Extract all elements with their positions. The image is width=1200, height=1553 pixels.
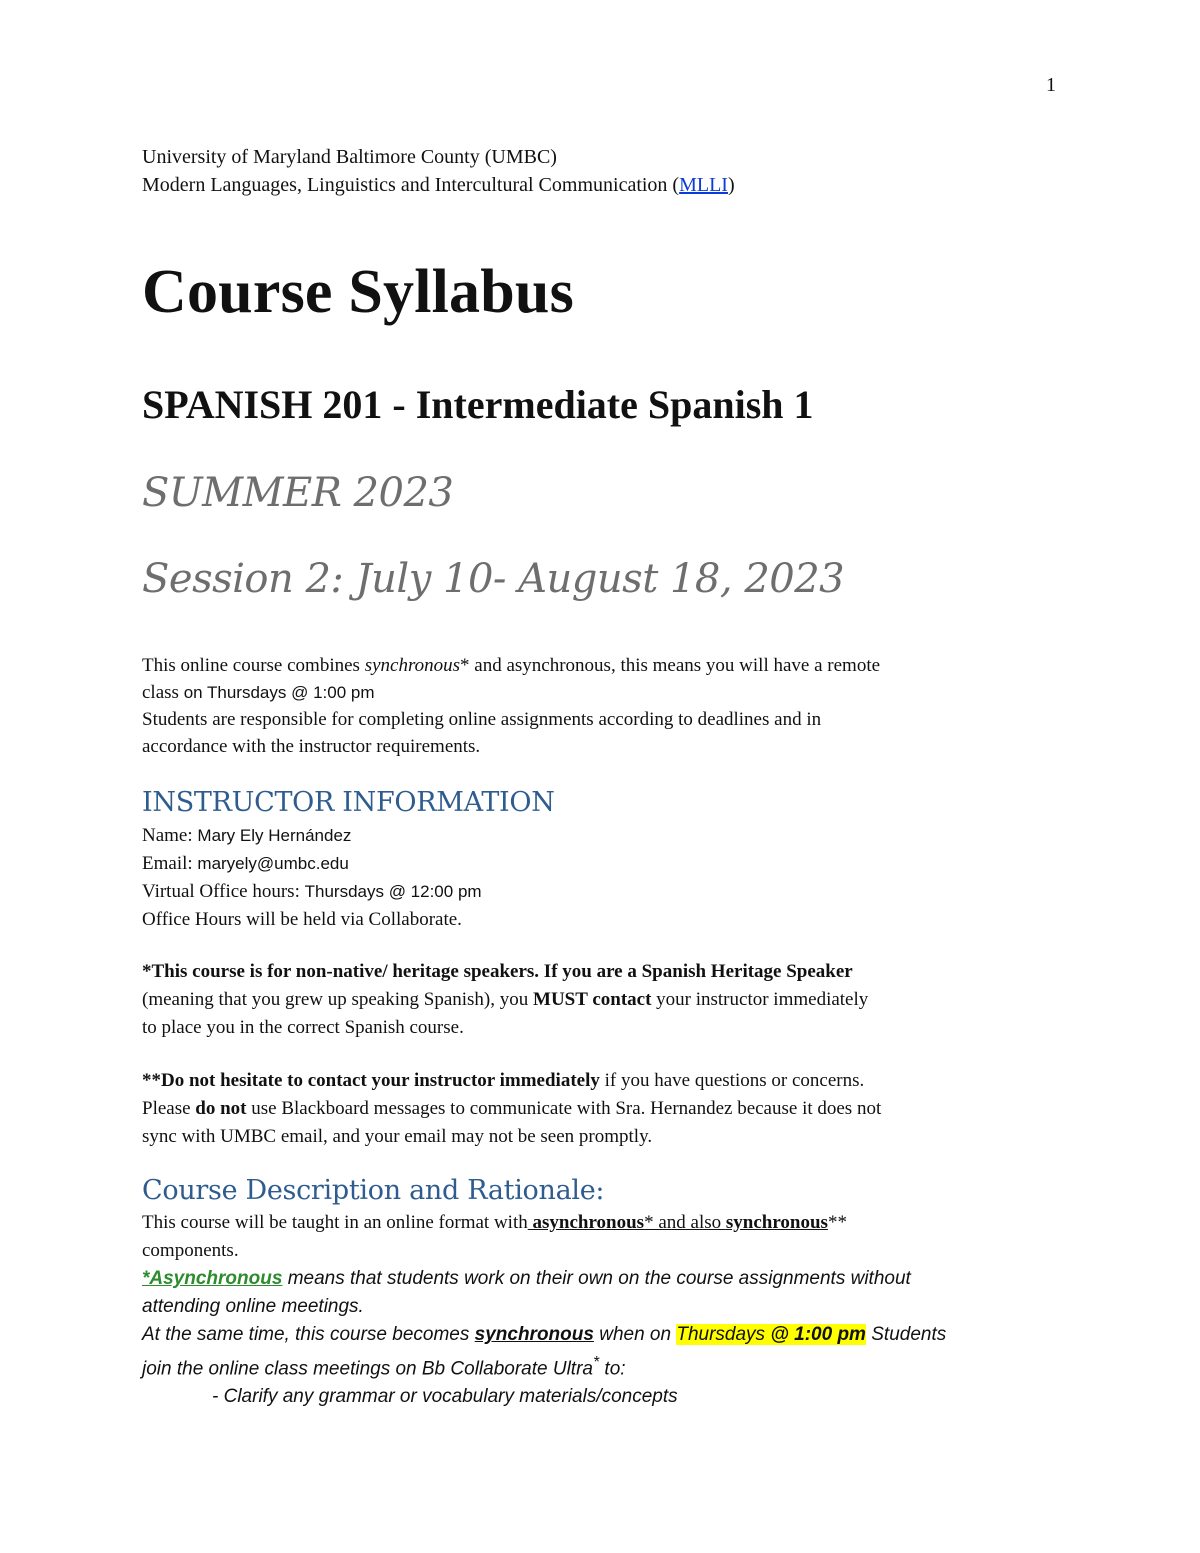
description-text: * and also xyxy=(644,1212,726,1233)
heritage-note-bold: *This course is for non-native/ heritage speakers. If you are a Spanish Heritage Speaker xyxy=(142,961,853,982)
heritage-note xyxy=(142,958,1072,1042)
description-line-6 xyxy=(142,1349,1072,1383)
description-bullet: - Clarify any grammar or vocabulary materials/concepts xyxy=(212,1386,678,1408)
name-value: Mary Ely Hernández xyxy=(197,826,352,845)
page-number: 1 xyxy=(1046,74,1056,96)
page-title: Course Syllabus xyxy=(142,258,574,326)
description-line-2: components. xyxy=(142,1240,239,1261)
email-label: Email: xyxy=(142,853,198,874)
hours-label: Virtual Office hours: xyxy=(142,881,305,902)
intro-paragraph xyxy=(142,652,1072,760)
heritage-note-line-2 xyxy=(142,986,1072,1014)
instructor-name xyxy=(142,822,1072,850)
intro-line-1 xyxy=(142,652,1072,679)
intro-line-2 xyxy=(142,679,1072,706)
contact-note-line-2 xyxy=(142,1095,1072,1123)
description-text: to: xyxy=(599,1358,626,1380)
department-line xyxy=(142,171,1072,199)
intro-text: * and asynchronous, this means you will have a remote xyxy=(460,655,881,676)
synchronous-term: synchronous xyxy=(725,1212,828,1233)
instructor-heading: INSTRUCTOR INFORMATION xyxy=(142,787,555,818)
intro-synchronous: synchronous xyxy=(364,655,461,676)
description-text: when on xyxy=(593,1324,677,1345)
course-title: SPANISH 201 - Intermediate Spanish 1 xyxy=(142,382,814,427)
heritage-note-text: (meaning that you grew up speaking Spanish), you xyxy=(142,989,534,1010)
intro-text: class xyxy=(142,682,184,703)
department-name: Modern Languages, Linguistics and Intercultural Communication ( xyxy=(142,174,680,196)
university-name: University of Maryland Baltimore County (UMBC) xyxy=(142,146,557,168)
contact-note xyxy=(142,1067,1072,1151)
contact-note-text: Please xyxy=(142,1098,196,1119)
contact-note-text: use Blackboard messages to communicate with Sra. Hernandez because it does not xyxy=(246,1098,882,1119)
contact-note-text: if you have questions or concerns. xyxy=(599,1070,865,1091)
description-text: ** xyxy=(827,1212,847,1233)
do-not: do not xyxy=(195,1098,247,1119)
highlighted-time: @ 1:00 pm xyxy=(770,1324,866,1345)
contact-note-bold: **Do not hesitate to contact your instructor immediately xyxy=(142,1070,600,1091)
intro-line-4: accordance with the instructor requirements. xyxy=(142,736,481,757)
mlli-link[interactable]: MLLI xyxy=(679,174,728,196)
description-text: means that students work on their own on the course assignments without xyxy=(282,1268,911,1289)
asynchronous-term: asynchronous xyxy=(527,1212,645,1233)
instructor-email xyxy=(142,850,1072,878)
session-dates: Session 2: July 10- August 18, 2023 xyxy=(142,556,845,602)
name-label: Name: xyxy=(142,825,198,846)
heritage-note-line-3: to place you in the correct Spanish course. xyxy=(142,1017,464,1038)
institution-header xyxy=(142,143,1072,199)
contact-note-line-3: sync with UMBC email, and your email may not be seen promptly. xyxy=(142,1126,653,1147)
office-hours xyxy=(142,878,1072,906)
synchronous-definition-term: synchronous xyxy=(474,1324,594,1345)
instructor-info xyxy=(142,822,1072,934)
intro-line-3: Students are responsible for completing online assignments according to deadlines and in xyxy=(142,709,822,730)
contact-note-line-1 xyxy=(142,1067,1072,1095)
term: SUMMER 2023 xyxy=(142,470,454,516)
description-text: Students xyxy=(865,1324,947,1345)
description-text: This course will be taught in an online format with xyxy=(142,1212,528,1233)
office-hours-note: Office Hours will be held via Collaborate. xyxy=(142,909,462,930)
heritage-note-line-1 xyxy=(142,958,1072,986)
highlighted-day: Thursdays xyxy=(676,1324,771,1345)
footnote-marker: * xyxy=(592,1354,600,1371)
hours-value: Thursdays @ 12:00 pm xyxy=(304,882,482,901)
description-line-5 xyxy=(142,1321,1072,1349)
department-close: ) xyxy=(727,174,735,196)
description-line-1 xyxy=(142,1209,1072,1237)
description-text: At the same time, this course becomes xyxy=(142,1324,475,1345)
class-time: on Thursdays @ 1:00 pm xyxy=(183,683,375,702)
intro-text: This online course combines xyxy=(142,655,365,676)
description-text: join the online class meetings on Bb Collaborate Ultra xyxy=(142,1358,593,1380)
heritage-note-text: your instructor immediately xyxy=(651,989,869,1010)
email-value: maryely@umbc.edu xyxy=(197,854,349,873)
description-line-3 xyxy=(142,1265,1072,1293)
description-line-4: attending online meetings. xyxy=(142,1296,364,1317)
description-heading: Course Description and Rationale: xyxy=(142,1175,605,1206)
asynchronous-definition-term: *Asynchronous xyxy=(142,1268,283,1289)
course-description xyxy=(142,1209,1072,1411)
must-contact: MUST contact xyxy=(533,989,652,1010)
